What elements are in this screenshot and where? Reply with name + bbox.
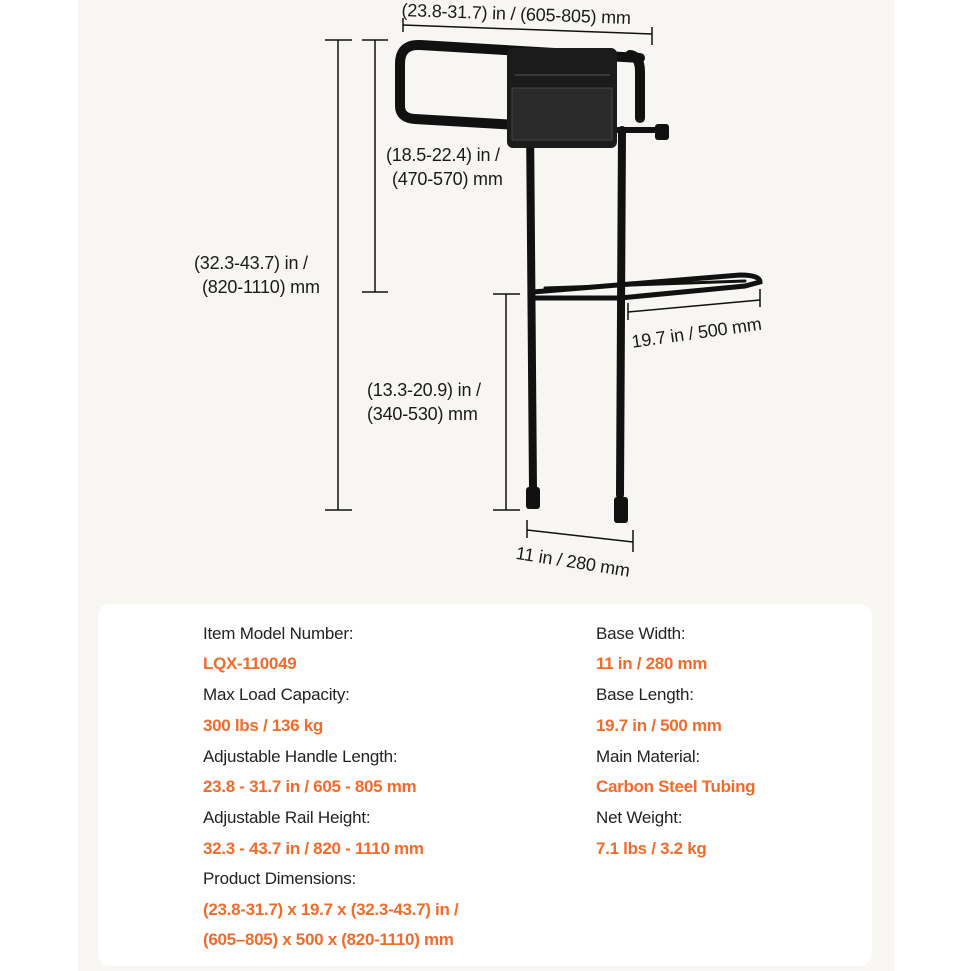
spec-value-dimensions-line2: (605–805) x 500 x (820-1110) mm <box>203 930 454 949</box>
handle-right-upright <box>630 55 640 118</box>
pouch-pocket <box>512 88 612 140</box>
spec-label-material: Main Material: <box>596 747 700 766</box>
handle-length-label: (23.8-31.7) in / (605-805) mm <box>401 0 632 28</box>
right-post <box>620 130 622 495</box>
left-post <box>530 120 533 490</box>
leg-height-label-mm: (340-530) mm <box>367 404 478 424</box>
rail-height-label-mm: (820-1110) mm <box>202 277 320 297</box>
spec-value-handle-length: 23.8 - 31.7 in / 605 - 805 mm <box>203 777 417 796</box>
spec-label-rail-height: Adjustable Rail Height: <box>203 808 371 827</box>
spec-label-base-length: Base Length: <box>596 685 694 704</box>
dim-line-base-length <box>628 300 760 312</box>
spec-value-rail-height: 32.3 - 43.7 in / 820 - 1110 mm <box>203 839 424 858</box>
rail-height-label-in: (32.3-43.7) in / <box>194 253 308 273</box>
handle-height-label-in: (18.5-22.4) in / <box>386 145 500 165</box>
spec-label-model: Item Model Number: <box>203 624 354 643</box>
spec-label-load: Max Load Capacity: <box>203 685 350 704</box>
spec-label-dimensions: Product Dimensions: <box>203 869 357 888</box>
spec-value-material: Carbon Steel Tubing <box>596 777 756 796</box>
spec-value-base-length: 19.7 in / 500 mm <box>596 716 722 735</box>
base-width-label: 11 in / 280 mm <box>514 542 632 581</box>
spec-label-handle-length: Adjustable Handle Length: <box>203 747 398 766</box>
left-foot <box>526 487 540 509</box>
spec-value-dimensions-line1: (23.8-31.7) x 19.7 x (32.3-43.7) in / <box>203 900 459 919</box>
handle-height-label-mm: (470-570) mm <box>392 169 503 189</box>
right-foot <box>614 497 628 523</box>
spec-value-model: LQX-110049 <box>203 654 297 673</box>
dim-line-base-width <box>527 530 633 542</box>
base-length-label: 19.7 in / 500 mm <box>630 313 763 352</box>
spec-value-weight: 7.1 lbs / 3.2 kg <box>596 839 707 858</box>
spec-value-load: 300 lbs / 136 kg <box>203 716 323 735</box>
spec-label-base-width: Base Width: <box>596 624 686 643</box>
spec-value-base-width: 11 in / 280 mm <box>596 654 708 673</box>
spec-label-weight: Net Weight: <box>596 808 683 827</box>
knob <box>655 124 669 140</box>
leg-height-label-in: (13.3-20.9) in / <box>367 380 481 400</box>
